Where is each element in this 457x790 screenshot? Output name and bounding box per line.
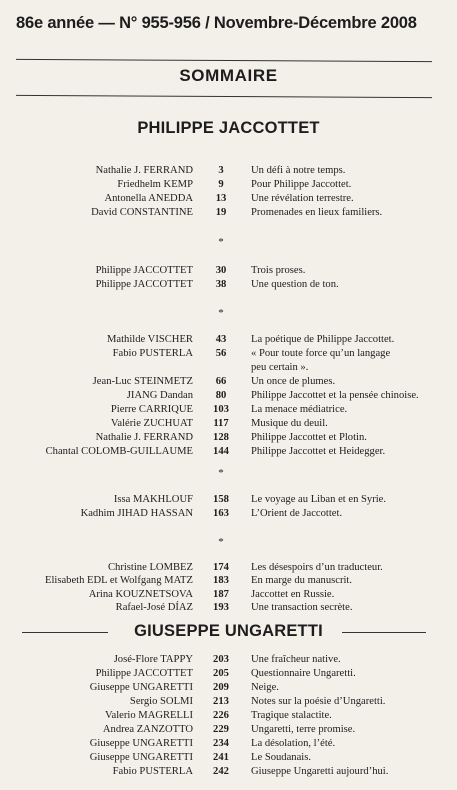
entry-page: 9 bbox=[218, 179, 224, 190]
entry-title: Un défi à notre temps. bbox=[251, 165, 346, 176]
entry-author: Chantal COLOMB-GUILLAUME bbox=[45, 446, 193, 457]
entry-title: « Pour toute force qu’un langage bbox=[251, 348, 391, 359]
entry-page: 205 bbox=[213, 668, 229, 679]
entry-author: Mathilde VISCHER bbox=[106, 334, 193, 345]
entry-title: Les désespoirs d’un traducteur. bbox=[251, 562, 383, 573]
sommaire-heading: SOMMAIRE bbox=[179, 66, 278, 85]
entry-title: La désolation, l’été. bbox=[251, 738, 336, 749]
entry-author: José-Flore TAPPY bbox=[113, 654, 193, 665]
entry-title: L’Orient de Jaccottet. bbox=[251, 508, 343, 519]
entry-author: Sergio SOLMI bbox=[129, 696, 193, 707]
entry-page: 158 bbox=[213, 494, 229, 505]
entry-page: 13 bbox=[215, 193, 227, 204]
separator-star: * bbox=[218, 536, 224, 548]
entry-author: Fabio PUSTERLA bbox=[112, 766, 193, 777]
entry-author: Philippe JACCOTTET bbox=[95, 279, 193, 290]
entry-author: Valérie ZUCHUAT bbox=[110, 418, 193, 429]
entry-page: 103 bbox=[213, 404, 229, 415]
entry-page: 193 bbox=[213, 602, 229, 613]
entry-title: Notes sur la poésie d’Ungaretti. bbox=[251, 696, 386, 707]
entry-page: 229 bbox=[213, 724, 229, 735]
entry-author: Elisabeth EDL et Wolfgang MATZ bbox=[44, 575, 193, 586]
entry-title: Ungaretti, terre promise. bbox=[251, 724, 356, 735]
entry-title: Une question de ton. bbox=[251, 279, 339, 290]
entry-title: Philippe Jaccottet et Heidegger. bbox=[251, 446, 386, 457]
entry-page: 234 bbox=[213, 738, 229, 749]
entry-title: Neige. bbox=[251, 682, 279, 693]
entry-page: 56 bbox=[215, 348, 227, 359]
entry-title: Une transaction secrète. bbox=[251, 602, 353, 613]
issue-header: 86e année — N° 955-956 / Novembre-Décembre 2008 bbox=[16, 14, 417, 32]
entry-author: Rafael-José DÍAZ bbox=[115, 602, 193, 613]
entry-title: Promenades en lieux familiers. bbox=[251, 207, 383, 218]
entry-title: Le voyage au Liban et en Syrie. bbox=[251, 494, 387, 505]
separator-star: * bbox=[218, 236, 224, 248]
entry-title: Une révélation terrestre. bbox=[251, 193, 354, 204]
section-title-ungaretti: GIUSEPPE UNGARETTI bbox=[134, 622, 323, 640]
entry-title: La menace médiatrice. bbox=[251, 404, 348, 415]
entry-author: Kadhim JIHAD HASSAN bbox=[80, 508, 193, 519]
entry-author: Giuseppe UNGARETTI bbox=[89, 682, 193, 693]
entry-author: Jean-Luc STEINMETZ bbox=[92, 376, 193, 387]
entry-author: David CONSTANTINE bbox=[91, 207, 193, 218]
entry-author: Nathalie J. FERRAND bbox=[95, 165, 193, 176]
entry-title: Musique du deuil. bbox=[251, 418, 328, 429]
separator-star: * bbox=[218, 467, 224, 479]
entry-author: Fabio PUSTERLA bbox=[112, 348, 193, 359]
entry-author: Pierre CARRIQUE bbox=[110, 404, 193, 415]
entry-page: 128 bbox=[213, 432, 229, 443]
entry-title: La poétique de Philippe Jaccottet. bbox=[251, 334, 395, 345]
entry-author: Christine LOMBEZ bbox=[107, 562, 193, 573]
entry-title: Une fraîcheur native. bbox=[251, 654, 341, 665]
entry-author: Giuseppe UNGARETTI bbox=[89, 738, 193, 749]
entry-title: Philippe Jaccottet et Plotin. bbox=[251, 432, 367, 443]
entry-author: Andrea ZANZOTTO bbox=[102, 724, 193, 735]
entry-title: Pour Philippe Jaccottet. bbox=[251, 179, 352, 190]
entry-page: 3 bbox=[218, 165, 224, 176]
entry-page: 80 bbox=[215, 390, 227, 401]
entry-title: En marge du manuscrit. bbox=[251, 575, 353, 586]
entry-page: 117 bbox=[213, 418, 229, 429]
entry-author: Nathalie J. FERRAND bbox=[95, 432, 193, 443]
entry-page: 242 bbox=[213, 766, 229, 777]
entry-page: 19 bbox=[215, 207, 227, 218]
entry-author: Philippe JACCOTTET bbox=[95, 668, 193, 679]
entry-page: 66 bbox=[215, 376, 227, 387]
entry-title: Trois proses. bbox=[251, 265, 306, 276]
entry-title: Tragique stalactite. bbox=[251, 710, 332, 721]
entry-page: 144 bbox=[213, 446, 229, 457]
entry-author: Giuseppe UNGARETTI bbox=[89, 752, 193, 763]
entry-page: 163 bbox=[213, 508, 229, 519]
entry-title: Jaccottet en Russie. bbox=[251, 589, 335, 600]
entry-author: Friedhelm KEMP bbox=[117, 179, 193, 190]
entry-page: 30 bbox=[215, 265, 227, 276]
entry-title: Un once de plumes. bbox=[251, 376, 336, 387]
entry-page: 43 bbox=[215, 334, 227, 345]
entry-page: 187 bbox=[213, 589, 229, 600]
separator-star: * bbox=[218, 307, 224, 319]
entry-page: 226 bbox=[213, 710, 229, 721]
entry-page: 203 bbox=[213, 654, 229, 665]
entry-author: JIANG Dandan bbox=[126, 390, 193, 401]
entry-page: 38 bbox=[215, 279, 227, 290]
entry-page: 209 bbox=[213, 682, 229, 693]
entry-author: Issa MAKHLOUF bbox=[113, 494, 193, 505]
entry-author: Antonella ANEDDA bbox=[104, 193, 193, 204]
entry-title: Philippe Jaccottet et la pensée chinoise. bbox=[251, 390, 419, 401]
entry-title: Giuseppe Ungaretti aujourd’hui. bbox=[251, 766, 389, 777]
entry-author: Philippe JACCOTTET bbox=[95, 265, 193, 276]
entry-page: 241 bbox=[213, 752, 229, 763]
entry-author: Valerio MAGRELLI bbox=[105, 710, 193, 721]
entry-title: Questionnaire Ungaretti. bbox=[251, 668, 356, 679]
entry-page: 213 bbox=[213, 696, 229, 707]
section-title-jaccottet: PHILIPPE JACCOTTET bbox=[137, 119, 320, 137]
entry-title: peu certain ». bbox=[251, 362, 309, 373]
entry-page: 174 bbox=[213, 562, 229, 573]
entry-author: Arina KOUZNETSOVA bbox=[88, 589, 193, 600]
entry-page: 183 bbox=[213, 575, 229, 586]
entry-title: Le Soudanais. bbox=[251, 752, 312, 763]
